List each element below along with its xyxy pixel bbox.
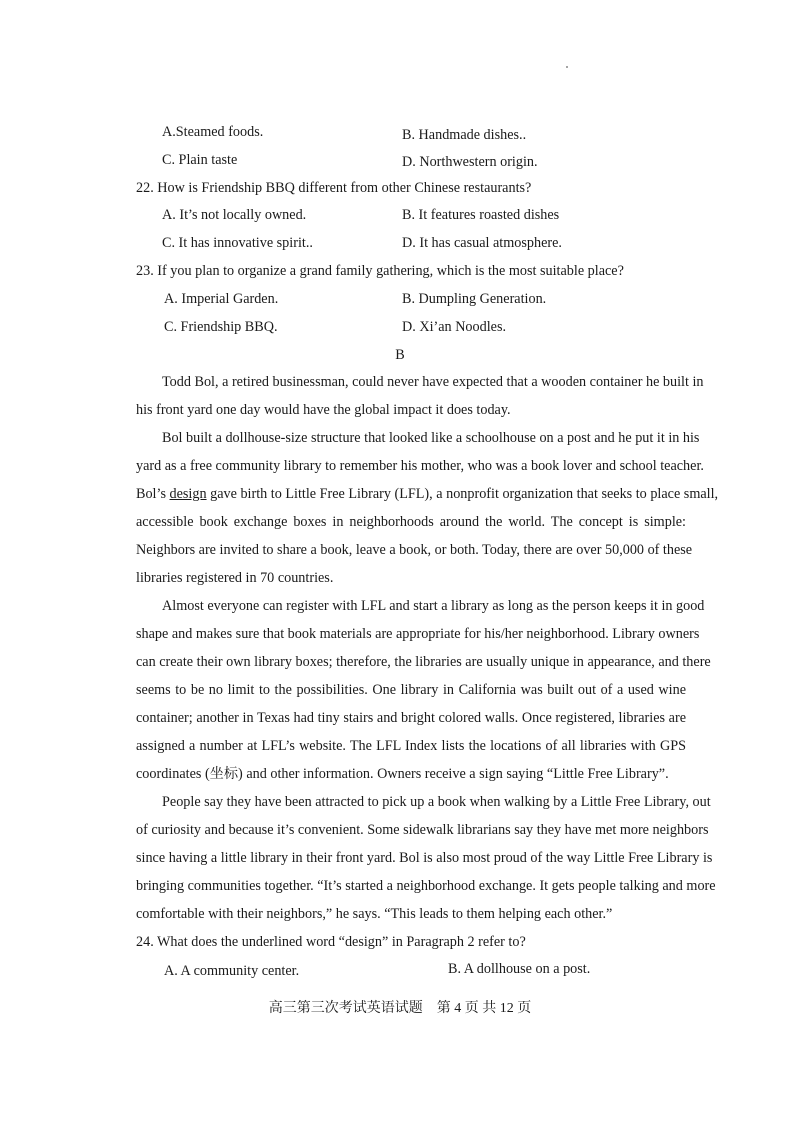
passage-line: coordinates (坐标) and other information. Owners receive a sign saying “Little Free Library”. — [136, 766, 669, 782]
q21-option-b: B. Handmade dishes.. — [402, 127, 527, 143]
passage-line: his front yard one day would have the global impact it does today. — [136, 402, 511, 418]
q22-option-b: B. It features roasted dishes — [402, 207, 560, 223]
passage-text: gave birth to Little Free Library (LFL), a nonprofit organization that seeks to place small, — [206, 486, 719, 502]
q23-option-b: B. Dumpling Generation. — [402, 291, 547, 307]
q22-option-a: A. It’s not locally owned. — [162, 207, 307, 223]
passage-line-with-underline — [136, 485, 719, 503]
q21-option-a: A.Steamed foods. — [162, 124, 264, 140]
passage-text: Bol’s — [136, 486, 170, 502]
q24-stem: 24. What does the underlined word “design” in Paragraph 2 refer to? — [136, 934, 526, 950]
scan-speck — [566, 66, 568, 68]
page-footer: 高三第三次考试英语试题 第 4 页 共 12 页 — [268, 1001, 532, 1016]
passage-line: Neighbors are invited to share a book, leave a book, or both. Today, there are over 50,000 of these — [136, 542, 693, 558]
q22-stem: 22. How is Friendship BBQ different from other Chinese restaurants? — [136, 180, 532, 196]
passage-line: yard as a free community library to remember his mother, who was a book lover and school teacher. — [136, 458, 704, 474]
q24-option-b: B. A dollhouse on a post. — [448, 961, 591, 977]
passage-line: People say they have been attracted to pick up a book when walking by a Little Free Library, out — [162, 794, 711, 810]
q24-option-a: A. A community center. — [164, 963, 300, 979]
q21-option-c: C. Plain taste — [162, 152, 238, 168]
passage-line: comfortable with their neighbors,” he says. “This leads to them helping each other.” — [136, 906, 613, 922]
q23-option-a: A. Imperial Garden. — [164, 291, 279, 307]
passage-line: container; another in Texas had tiny stairs and bright colored walls. Once registered, libraries are — [136, 710, 686, 726]
passage-line: Almost everyone can register with LFL and start a library as long as the person keeps it in good — [162, 598, 705, 614]
passage-line: libraries registered in 70 countries. — [136, 570, 334, 586]
passage-line: Bol built a dollhouse-size structure that looked like a schoolhouse on a post and he put it in his — [162, 430, 700, 446]
passage-line: seems to be no limit to the possibilities. One library in California was built out of a used wine — [136, 682, 686, 698]
q23-option-d: D. Xi’an Noodles. — [402, 319, 507, 335]
q23-option-c: C. Friendship BBQ. — [164, 319, 278, 335]
passage-line: since having a little library in their front yard. Bol is also most proud of the way Little Free Library is — [136, 850, 713, 866]
passage-line: can create their own library boxes; therefore, the libraries are usually unique in appearance, and there — [136, 654, 711, 670]
q23-stem: 23. If you plan to organize a grand family gathering, which is the most suitable place? — [136, 263, 624, 279]
underlined-word-design: design — [169, 486, 207, 502]
q22-option-d: D. It has casual atmosphere. — [402, 235, 562, 251]
passage-line: accessible book exchange boxes in neighborhoods around the world. The concept is simple: — [136, 514, 686, 530]
passage-line: Todd Bol, a retired businessman, could never have expected that a wooden container he built in — [162, 374, 704, 390]
passage-line: assigned a number at LFL’s website. The LFL Index lists the locations of all libraries with GPS — [136, 738, 686, 754]
q21-option-d: D. Northwestern origin. — [402, 154, 538, 170]
passage-line: bringing communities together. “It’s started a neighborhood exchange. It gets people talking and more — [136, 878, 716, 894]
passage-line: shape and makes sure that book materials are appropriate for his/her neighborhood. Library owners — [136, 626, 700, 642]
passage-line: of curiosity and because it’s convenient. Some sidewalk librarians say they have met more neighbors — [136, 822, 709, 838]
q22-option-c: C. It has innovative spirit.. — [162, 235, 313, 251]
section-heading: B — [395, 347, 405, 363]
